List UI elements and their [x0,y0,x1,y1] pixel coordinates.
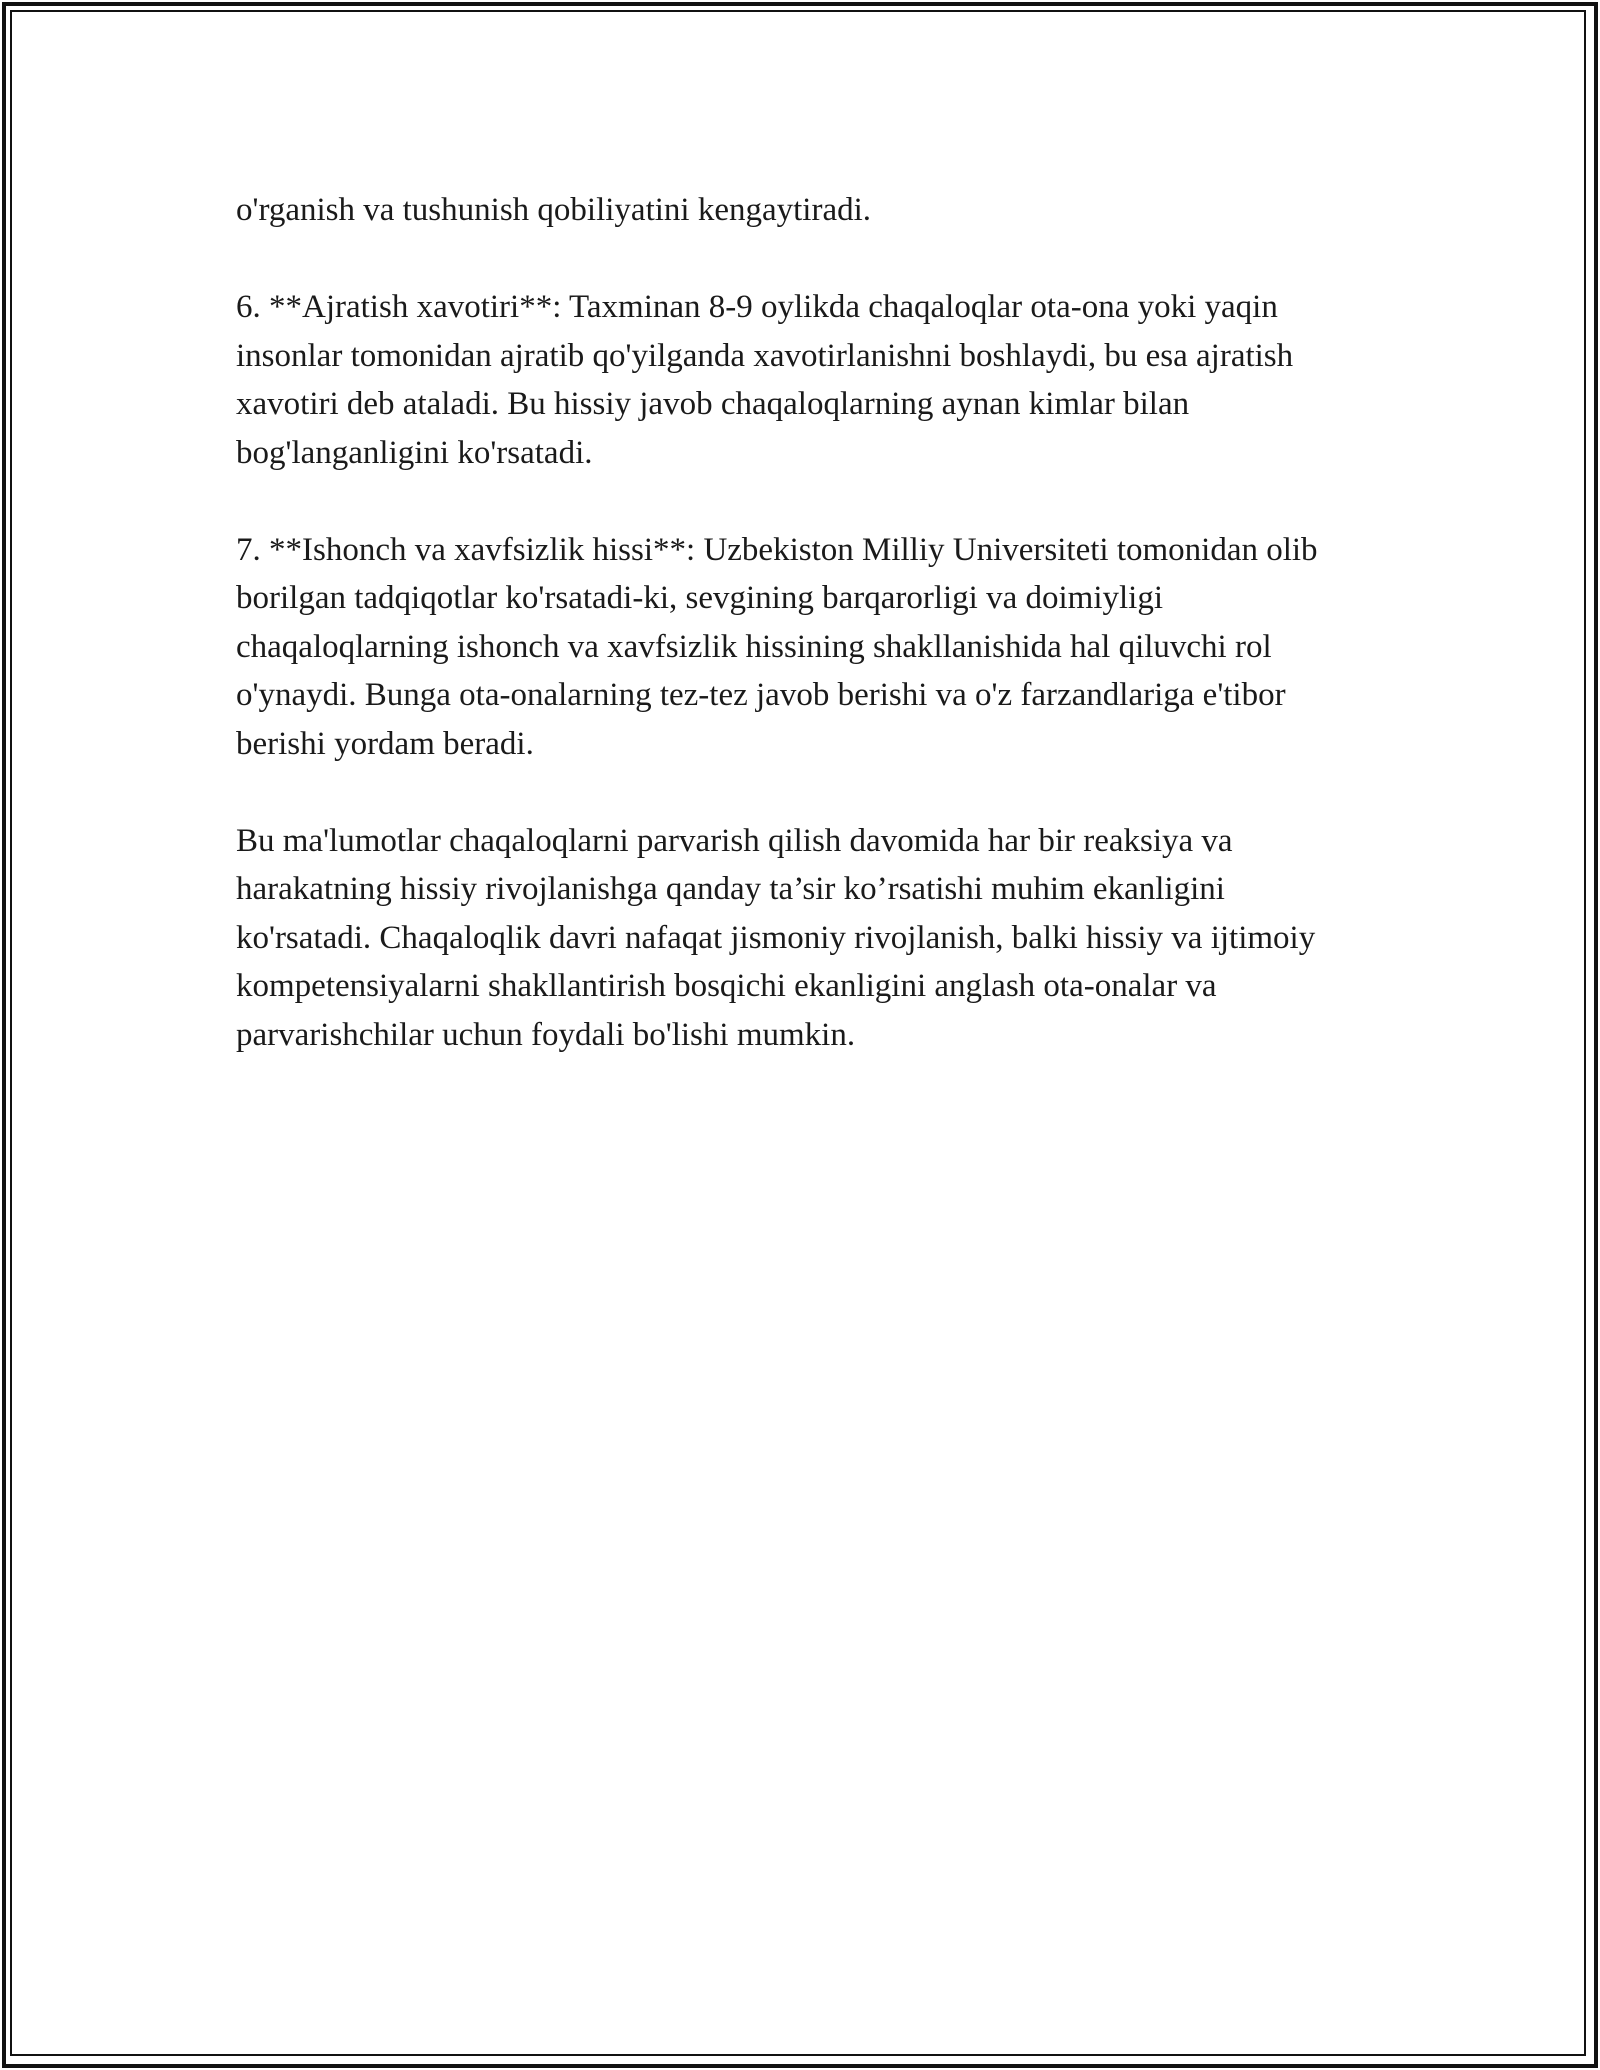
paragraph-conclusion: Bu ma'lumotlar chaqaloqlarni parvarish qilish davomida har bir reaksiya va harakatning hissiy rivojlanishga qanday ta’sir ko’rsatishi muhim ekanligini ko'rsatadi. Chaqaloqlik davri nafaqat jismoniy rivojlanish, balki hissiy va ijtimoiy kompetensiyalarni shakllantirish bosqichi ekanligini anglash ota-onalar va parvarishchilar uchun foydali bo'lishi mumkin. [236,822,1316,1053]
paragraph-separation-anxiety: 6. **Ajratish xavotiri**: Taxminan 8-9 oylikda chaqaloqlar ota-ona yoki yaqin insonlar tomonidan ajratib qo'yilganda xavotirlanishni boshlaydi, bu esa ajratish xavotiri deb ataladi. Bu hissiy javob chaqaloqlarning aynan kimlar bilan bog'langanligini ko'rsatadi. [236,289,1294,471]
document-body [236,186,1366,1108]
paragraph-continuation: o'rganish va tushunish qobiliyatini kengaytiradi. [236,192,872,228]
paragraph-trust-security: 7. **Ishonch va xavfsizlik hissi**: Uzbekiston Milliy Universiteti tomonidan olib borilgan tadqiqotlar ko'rsatadi-ki, sevgining barqarorligi va doimiyligi chaqaloqlarning ishonch va xavfsizlik hissining shakllanishida hal qiluvchi rol o'ynaydi. Bunga ota-onalarning tez-tez javob berishi va o'z farzandlariga e'tibor berishi yordam beradi. [236,531,1318,762]
